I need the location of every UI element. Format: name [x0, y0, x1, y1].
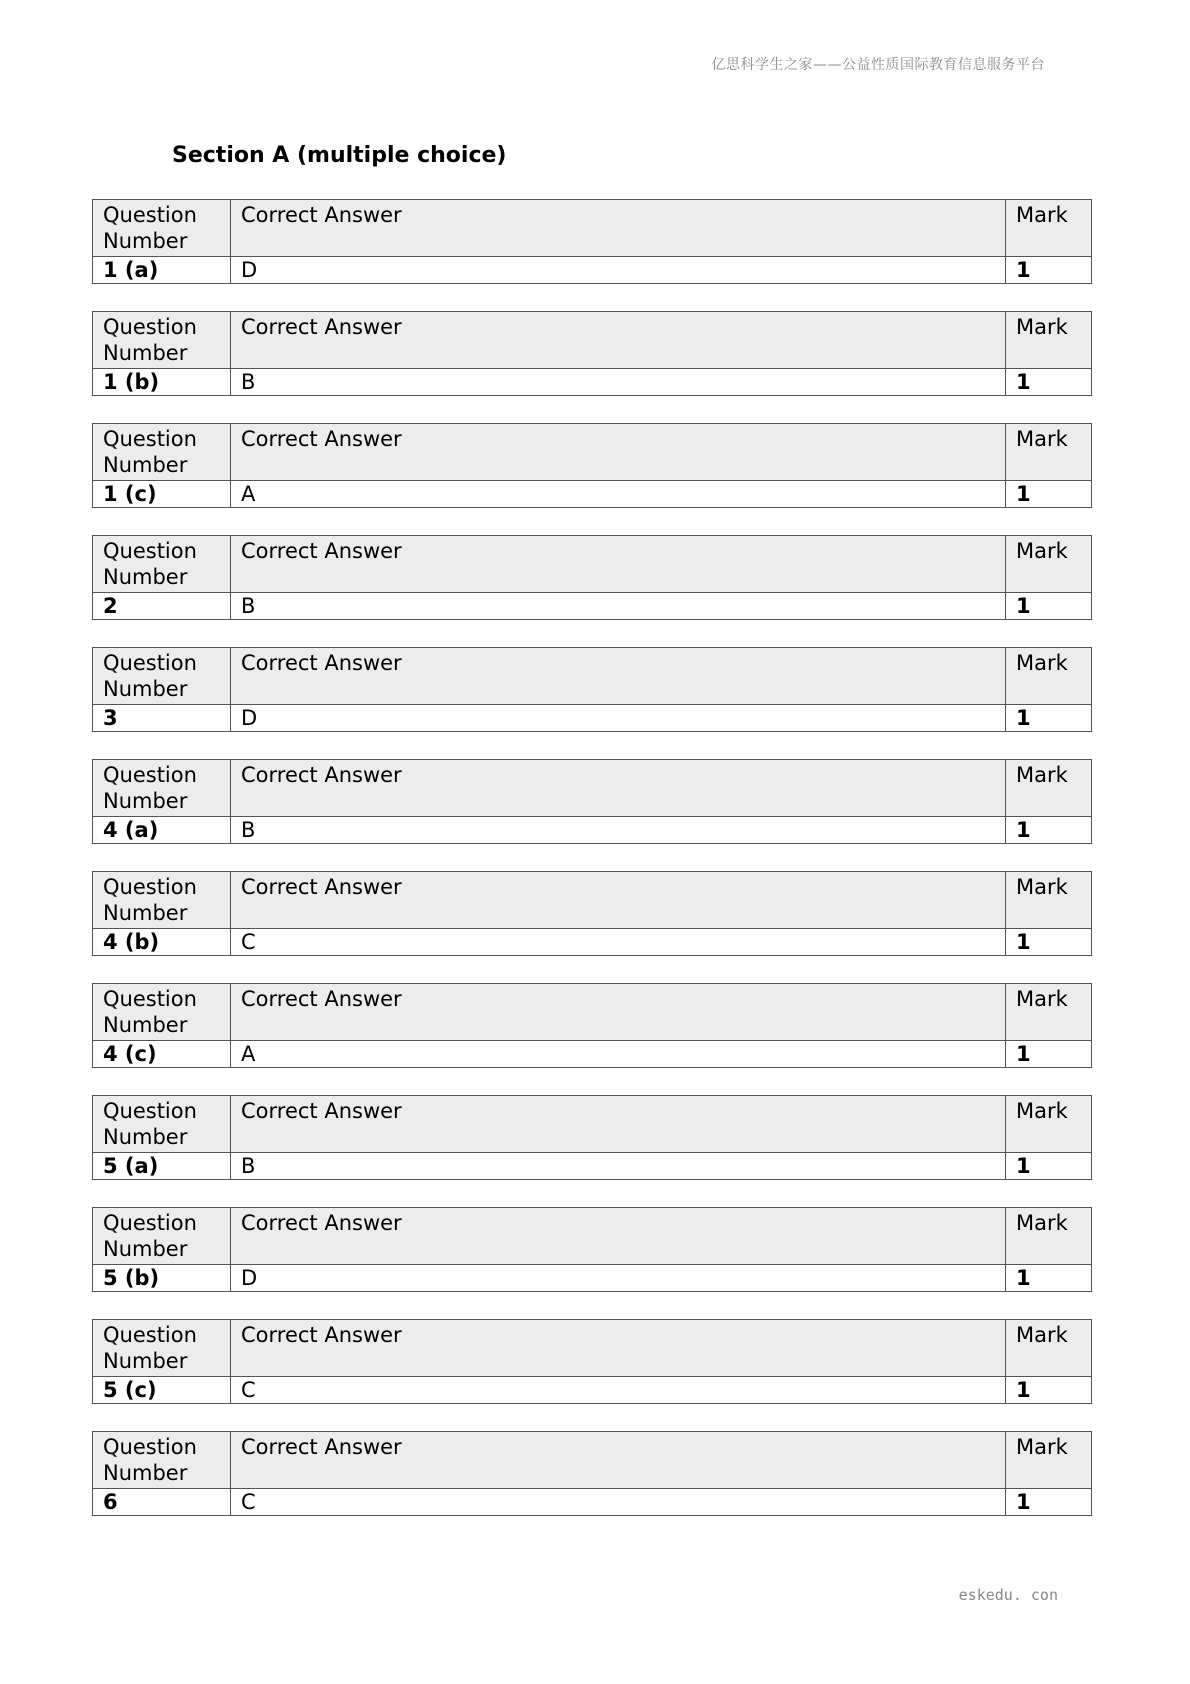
- question-number: 3: [93, 705, 231, 732]
- correct-answer: B: [231, 817, 1006, 844]
- mark-value: 1: [1006, 257, 1092, 284]
- table-row: [93, 1377, 1092, 1404]
- page-footer: eskedu. con: [958, 1586, 1058, 1604]
- table-row: [93, 369, 1092, 396]
- correct-answer: B: [231, 369, 1006, 396]
- answer-table: [92, 647, 1092, 732]
- question-number-header: Question Number: [93, 872, 231, 929]
- correct-answer-header: Correct Answer: [231, 1096, 1006, 1153]
- table-row: [93, 705, 1092, 732]
- mark-value: 1: [1006, 817, 1092, 844]
- table-row: [93, 481, 1092, 508]
- answer-table: [92, 423, 1092, 508]
- page-header: 亿思科学生之家——公益性质国际教育信息服务平台: [711, 57, 1045, 73]
- answer-table: [92, 1207, 1092, 1292]
- table-row: [93, 1489, 1092, 1516]
- correct-answer-header: Correct Answer: [231, 536, 1006, 593]
- correct-answer-header: Correct Answer: [231, 872, 1006, 929]
- mark-value: 1: [1006, 1041, 1092, 1068]
- mark-header: Mark: [1006, 760, 1092, 817]
- mark-value: 1: [1006, 1489, 1092, 1516]
- table-row: [93, 1265, 1092, 1292]
- answer-table: [92, 311, 1092, 396]
- question-number: 5 (b): [93, 1265, 231, 1292]
- table-header-row: [93, 760, 1092, 817]
- correct-answer: D: [231, 257, 1006, 284]
- mark-value: 1: [1006, 1377, 1092, 1404]
- answer-table: [92, 759, 1092, 844]
- correct-answer: A: [231, 1041, 1006, 1068]
- question-number-header: Question Number: [93, 648, 231, 705]
- table-header-row: [93, 200, 1092, 257]
- mark-value: 1: [1006, 1153, 1092, 1180]
- correct-answer: B: [231, 1153, 1006, 1180]
- question-number-header: Question Number: [93, 312, 231, 369]
- correct-answer-header: Correct Answer: [231, 312, 1006, 369]
- table-header-row: [93, 1320, 1092, 1377]
- answer-table: [92, 199, 1092, 284]
- question-number: 1 (c): [93, 481, 231, 508]
- mark-header: Mark: [1006, 984, 1092, 1041]
- mark-header: Mark: [1006, 1096, 1092, 1153]
- question-number: 4 (c): [93, 1041, 231, 1068]
- question-number-header: Question Number: [93, 1320, 231, 1377]
- question-number-header: Question Number: [93, 424, 231, 481]
- mark-value: 1: [1006, 705, 1092, 732]
- answer-table: [92, 983, 1092, 1068]
- correct-answer-header: Correct Answer: [231, 424, 1006, 481]
- question-number-header: Question Number: [93, 200, 231, 257]
- table-row: [93, 593, 1092, 620]
- section-title: Section A (multiple choice): [172, 143, 507, 168]
- correct-answer-header: Correct Answer: [231, 200, 1006, 257]
- table-row: [93, 1041, 1092, 1068]
- question-number: 2: [93, 593, 231, 620]
- correct-answer: C: [231, 1377, 1006, 1404]
- mark-header: Mark: [1006, 424, 1092, 481]
- question-number: 5 (a): [93, 1153, 231, 1180]
- table-header-row: [93, 1096, 1092, 1153]
- correct-answer-header: Correct Answer: [231, 984, 1006, 1041]
- mark-header: Mark: [1006, 200, 1092, 257]
- question-number: 6: [93, 1489, 231, 1516]
- mark-value: 1: [1006, 929, 1092, 956]
- correct-answer: C: [231, 1489, 1006, 1516]
- correct-answer-header: Correct Answer: [231, 760, 1006, 817]
- question-number-header: Question Number: [93, 984, 231, 1041]
- answer-table: [92, 1095, 1092, 1180]
- table-row: [93, 817, 1092, 844]
- table-row: [93, 257, 1092, 284]
- table-header-row: [93, 1432, 1092, 1489]
- mark-header: Mark: [1006, 1208, 1092, 1265]
- question-number: 5 (c): [93, 1377, 231, 1404]
- table-header-row: [93, 312, 1092, 369]
- table-header-row: [93, 1208, 1092, 1265]
- question-number-header: Question Number: [93, 1096, 231, 1153]
- correct-answer: D: [231, 705, 1006, 732]
- answer-table: [92, 1431, 1092, 1516]
- mark-header: Mark: [1006, 872, 1092, 929]
- correct-answer: D: [231, 1265, 1006, 1292]
- mark-value: 1: [1006, 481, 1092, 508]
- table-row: [93, 1153, 1092, 1180]
- correct-answer-header: Correct Answer: [231, 1208, 1006, 1265]
- correct-answer-header: Correct Answer: [231, 1432, 1006, 1489]
- mark-header: Mark: [1006, 536, 1092, 593]
- question-number: 1 (a): [93, 257, 231, 284]
- table-header-row: [93, 648, 1092, 705]
- question-number-header: Question Number: [93, 1432, 231, 1489]
- table-header-row: [93, 536, 1092, 593]
- table-header-row: [93, 872, 1092, 929]
- correct-answer-header: Correct Answer: [231, 1320, 1006, 1377]
- mark-header: Mark: [1006, 312, 1092, 369]
- mark-value: 1: [1006, 1265, 1092, 1292]
- question-number-header: Question Number: [93, 1208, 231, 1265]
- correct-answer-header: Correct Answer: [231, 648, 1006, 705]
- mark-value: 1: [1006, 369, 1092, 396]
- table-header-row: [93, 424, 1092, 481]
- correct-answer: C: [231, 929, 1006, 956]
- question-number-header: Question Number: [93, 536, 231, 593]
- answer-table: [92, 871, 1092, 956]
- answer-tables: [92, 199, 1092, 1543]
- mark-header: Mark: [1006, 648, 1092, 705]
- correct-answer: A: [231, 481, 1006, 508]
- table-row: [93, 929, 1092, 956]
- answer-table: [92, 535, 1092, 620]
- answer-table: [92, 1319, 1092, 1404]
- mark-value: 1: [1006, 593, 1092, 620]
- table-header-row: [93, 984, 1092, 1041]
- mark-header: Mark: [1006, 1432, 1092, 1489]
- question-number: 4 (b): [93, 929, 231, 956]
- correct-answer: B: [231, 593, 1006, 620]
- question-number: 1 (b): [93, 369, 231, 396]
- question-number: 4 (a): [93, 817, 231, 844]
- question-number-header: Question Number: [93, 760, 231, 817]
- mark-header: Mark: [1006, 1320, 1092, 1377]
